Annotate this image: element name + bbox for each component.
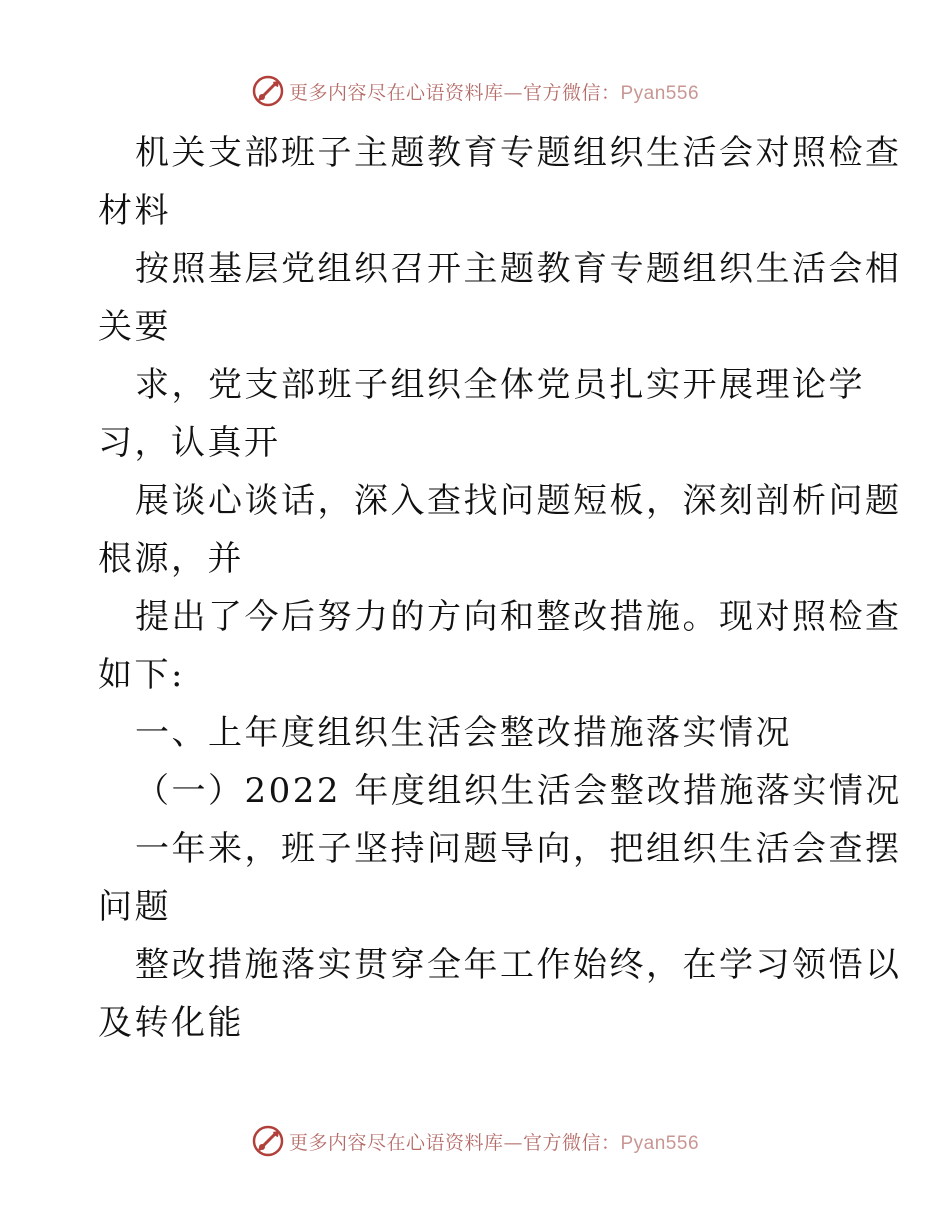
- text-line: 求，党支部班子组织全体党员扎实开展理论学: [135, 365, 865, 405]
- text-line: 习，认真开: [98, 423, 281, 463]
- header-watermark: [0, 71, 950, 111]
- text-line: 机关支部班子主题教育专题组织生活会对照检查: [135, 133, 902, 173]
- watermark-dash: —: [503, 1131, 523, 1154]
- text-line: 一年来，班子坚持问题导向，把组织生活会查摆: [135, 829, 902, 869]
- text-line: 整改措施落实贯穿全年工作始终，在学习领悟以: [135, 945, 902, 985]
- watermark-id: Pyan556: [620, 1132, 700, 1154]
- text-line: 提出了今后努力的方向和整改措施。现对照检查: [135, 597, 902, 637]
- document-body: [98, 124, 902, 1052]
- quill-logo-icon: [251, 1124, 285, 1158]
- text-line: 如下:: [98, 655, 185, 695]
- text-line: 根源，并: [98, 539, 244, 579]
- text-line: 一、上年度组织生活会整改措施落实情况: [135, 713, 792, 753]
- text-line: 按照基层党组织召开主题教育专题组织生活会相: [135, 249, 902, 289]
- text-line: 问题: [98, 887, 171, 927]
- text-line: 材料: [98, 191, 171, 231]
- watermark-site: 更多内容尽在心语资料库: [288, 81, 504, 104]
- watermark-label: 官方微信：: [522, 81, 621, 104]
- footer-watermark: [0, 1121, 950, 1161]
- text-line: （一）2022 年度组织生活会整改措施落实情况: [135, 771, 902, 811]
- watermark-id: Pyan556: [620, 82, 700, 104]
- watermark-dash: —: [503, 81, 523, 104]
- text-line: 展谈心谈话，深入查找问题短板，深刻剖析问题: [135, 481, 902, 521]
- watermark-text: [289, 1128, 699, 1155]
- text-line: 及转化能: [98, 1003, 244, 1043]
- watermark-site: 更多内容尽在心语资料库: [288, 1131, 504, 1154]
- quill-logo-icon: [251, 74, 285, 108]
- watermark-text: [289, 78, 699, 105]
- watermark-label: 官方微信：: [522, 1131, 621, 1154]
- text-line: 关要: [98, 307, 171, 347]
